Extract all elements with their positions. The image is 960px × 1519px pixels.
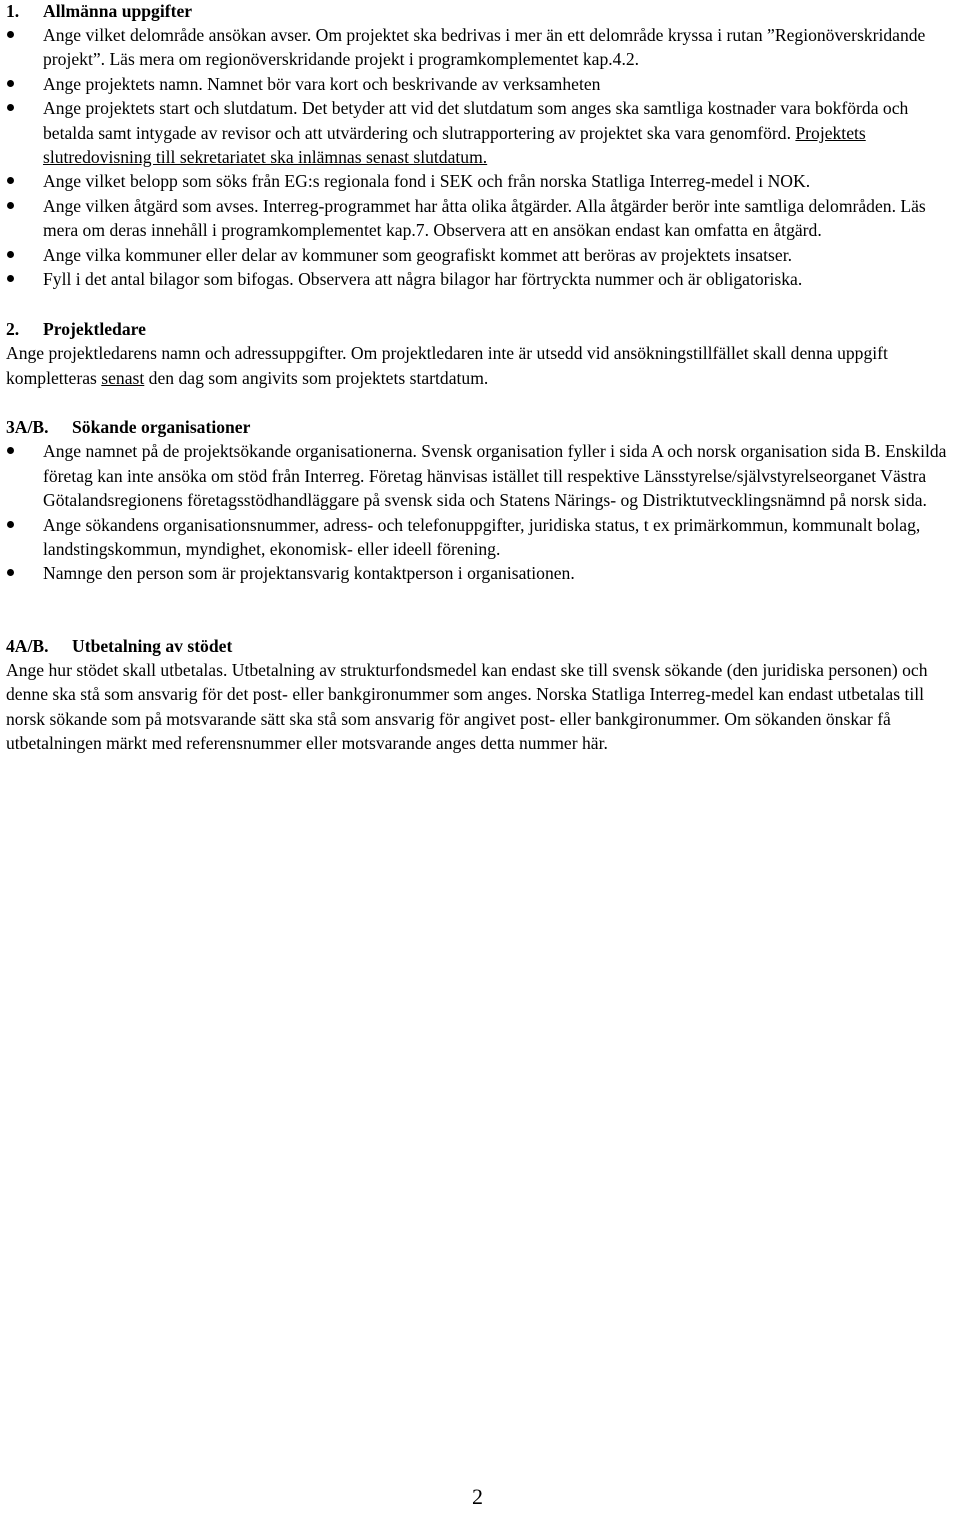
list-item-text: Ange projektets start och slutdatum. Det betyder att vid det slutdatum som anges ska samtliga kostnader vara bokförda och betalda samt intygade av revisor och att utvärdering och slutrapportering av projektet ska vara genomförd.	[43, 98, 909, 143]
section-heading-sokande-organisationer	[6, 415, 956, 439]
list-item-text: Namnge den person som är projektansvarig kontaktperson i organisationen.	[43, 563, 575, 584]
list-item	[6, 513, 956, 562]
section-number: 3A/B.	[6, 417, 49, 438]
section-number: 2.	[6, 319, 20, 340]
paragraph-text: den dag som angivits som projektets startdatum.	[144, 367, 489, 388]
section-paragraph-utbetalning: Ange hur stödet skall utbetalas. Utbetalning av strukturfondsmedel kan endast ske till svensk sökande (den juridiska personen) och denne ska stå som ansvarig för det post- eller bankgironummer som anges. Norska Statliga Interreg-medel kan endast utbetalas till norsk sökande som på motsvarande sätt ska stå som ansvarig för angivet post- eller bankgironummer. Om sökanden önskar få utbetalningen märkt med referensnummer eller motsvarande anges detta nummer här.	[6, 659, 928, 753]
section-heading-projektledare	[6, 317, 956, 341]
list-item-text: Ange vilket belopp som söks från EG:s regionala fond i SEK och från norska Statliga Interreg-medel i NOK.	[43, 171, 811, 192]
list-item	[6, 267, 956, 291]
section-spacer	[6, 390, 956, 415]
paragraph-underlined-text: senast	[101, 367, 145, 388]
list-item-text: Ange vilken åtgärd som avses. Interreg-programmet har åtta olika åtgärder. Alla åtgärder berör inte samtliga delområden. Läs mera om deras innehåll i programkomplementet kap.7. Observera att en ansökan endast kan omfatta en åtgärd.	[43, 195, 926, 241]
page-content	[6, 0, 956, 755]
list-item	[6, 23, 956, 72]
list-item	[6, 72, 956, 96]
list-item	[6, 169, 956, 193]
section-title: Allmänna uppgifter	[43, 1, 193, 21]
list-item-text: Ange namnet på de projektsökande organisationerna. Svensk organisation fyller i sida A och norsk organisation sida B. Enskilda företag kan inte ansöka om stöd från Interreg. Företag hänvisas istället till respektive Länsstyrelse/självstyrelseorganet Västra Götalandsregionens företagsstödhandläggare på svensk sida och Statens Närings- og Distriktutvecklingsnämnd på norsk sida.	[43, 441, 947, 511]
page-number: 2	[472, 1484, 483, 1509]
list-item	[6, 243, 956, 267]
paragraph-text: Ange projektledarens namn och adressuppgifter. Om projektledaren inte är utsedd vid ansökningstillfället skall denna uppgift kompletteras	[6, 343, 888, 388]
section-heading-allmanna-uppgifter	[6, 0, 956, 23]
section-title: Projektledare	[43, 319, 146, 340]
list-item	[6, 439, 956, 512]
bullet-list-sokande-organisationer	[6, 439, 956, 585]
section-title: Utbetalning av stödet	[72, 635, 233, 656]
section-heading-utbetalning-av-stodet	[6, 634, 956, 658]
list-item	[6, 96, 956, 169]
list-item-text: Ange projektets namn. Namnet bör vara kort och beskrivande av verksamheten	[43, 73, 601, 94]
list-item-text: Ange vilket delområde ansökan avser. Om projektet ska bedrivas i mer än ett delområde kryssa i rutan ”Regionöverskridande projekt”. Läs mera om regionöverskridande projekt i programkomplementet kap.4.2.	[43, 25, 926, 70]
list-item-underlined-text: Projektets slutredovisning till sekretariatet ska inlämnas senast slutdatum.	[43, 122, 866, 168]
list-item-text: Fyll i det antal bilagor som bifogas. Observera att några bilagor har förtryckta nummer och är obligatoriska.	[43, 269, 803, 290]
section-number: 1.	[6, 1, 20, 21]
section-spacer	[6, 586, 956, 634]
section-title: Sökande organisationer	[72, 417, 251, 438]
list-item	[6, 194, 956, 243]
bullet-list-allmanna-uppgifter	[6, 23, 956, 291]
list-item-text: Ange sökandens organisationsnummer, adress- och telefonuppgifter, juridiska status, t ex primärkommun, kommunalt bolag, landstingskommun, myndighet, ekonomisk- eller ideell förening.	[43, 514, 921, 559]
section-paragraph-projektledare	[6, 341, 956, 390]
list-item	[6, 561, 956, 585]
section-spacer	[6, 291, 956, 317]
section-number: 4A/B.	[6, 635, 49, 656]
list-item-text: Ange vilka kommuner eller delar av kommuner som geografiskt kommet att beröras av projektets insatser.	[43, 244, 792, 265]
